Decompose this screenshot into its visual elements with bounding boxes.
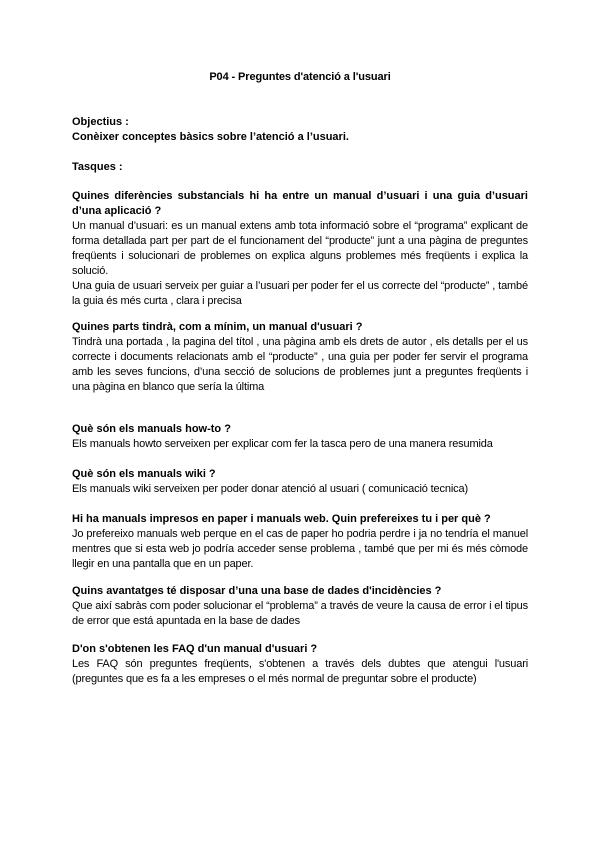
section-3 (72, 422, 528, 452)
section-question: Quines diferències substancials hi ha entre un manual d’usuari i una guia d’usuari d’una aplicació ? (72, 190, 528, 217)
section-question: D'on s'obtenen les FAQ d'un manual d'usuari ? (72, 643, 318, 655)
section-5 (72, 512, 528, 572)
tasks-block (72, 160, 528, 175)
section-answer-line: Les FAQ són preguntes freqüents, s'obtenen a través dels dubtes que atengui l'usuari (preguntes que es fa a les empreses o el més normal de preguntar sobre el producte) (72, 658, 528, 685)
section-answer-line: Tindrà una portada , la pagina del títol , una pàgina amb els drets de autor , els detalls per el us correcte i documents relacionats amb el “producte” , una guia per poder fer servir el programa amb les seves funcions, d’una secció de solucions de problemes junt a preguntes freqüents i una pàgina en blanco que sería la última (72, 336, 528, 393)
section-answer-line: Jo prefereixo manuals web perque en el cas de paper ho podria perdre i ja no tendría el manuel mentres que si esta web jo podría acceder sense problema , també que per mi és més còmode llegir en una pantalla que en un paper. (72, 528, 528, 570)
section-2 (72, 320, 528, 395)
section-question: Quines parts tindrà, com a mínim, un manual d'usuari ? (72, 321, 363, 333)
section-6 (72, 584, 528, 629)
section-answer-line: Un manual d’usuari: es un manual extens amb tota informació sobre el “programa” explicant de forma detallada part per part de el funcionament del “producte” junt a una pàgina de preguntes freqüents i solucionari de problemes on explica alguns problemes més freqüents i explica la solució. (72, 220, 528, 277)
tasks-heading: Tasques : (72, 161, 123, 173)
section-question: Quins avantatges té disposar d’una una base de dades d'incidències ? (72, 585, 442, 597)
objectives-heading: Objectius : (72, 116, 129, 128)
section-question: Què són els manuals how-to ? (72, 423, 231, 435)
objectives-text: Conèixer conceptes bàsics sobre l’atenció a l’usuari. (72, 131, 349, 143)
objectives-block (72, 115, 528, 145)
document-title: P04 - Preguntes d'atenció a l'usuari (209, 71, 391, 83)
section-7 (72, 642, 528, 687)
section-answer-line: Els manuals wiki serveixen per poder donar atenció al usuari ( comunicació tecnica) (72, 483, 468, 495)
section-question: Què són els manuals wiki ? (72, 468, 216, 480)
section-answer-line: Que així sabràs com poder solucionar el “problema” a través de veure la causa de error i el tipus de error que está apuntada en la base de dades (72, 600, 528, 627)
section-1 (72, 189, 528, 309)
section-4 (72, 467, 528, 497)
section-question: Hi ha manuals impresos en paper i manuals web. Quin prefereixes tu i per què ? (72, 513, 491, 525)
section-answer-line: Els manuals howto serveixen per explicar com fer la tasca pero de una manera resumida (72, 438, 493, 450)
section-answer-line: Una guia de usuari serveix per guiar a l’usuari per poder fer el us correcte del “producte” , també la guia és més curta , clara i precisa (72, 280, 528, 307)
